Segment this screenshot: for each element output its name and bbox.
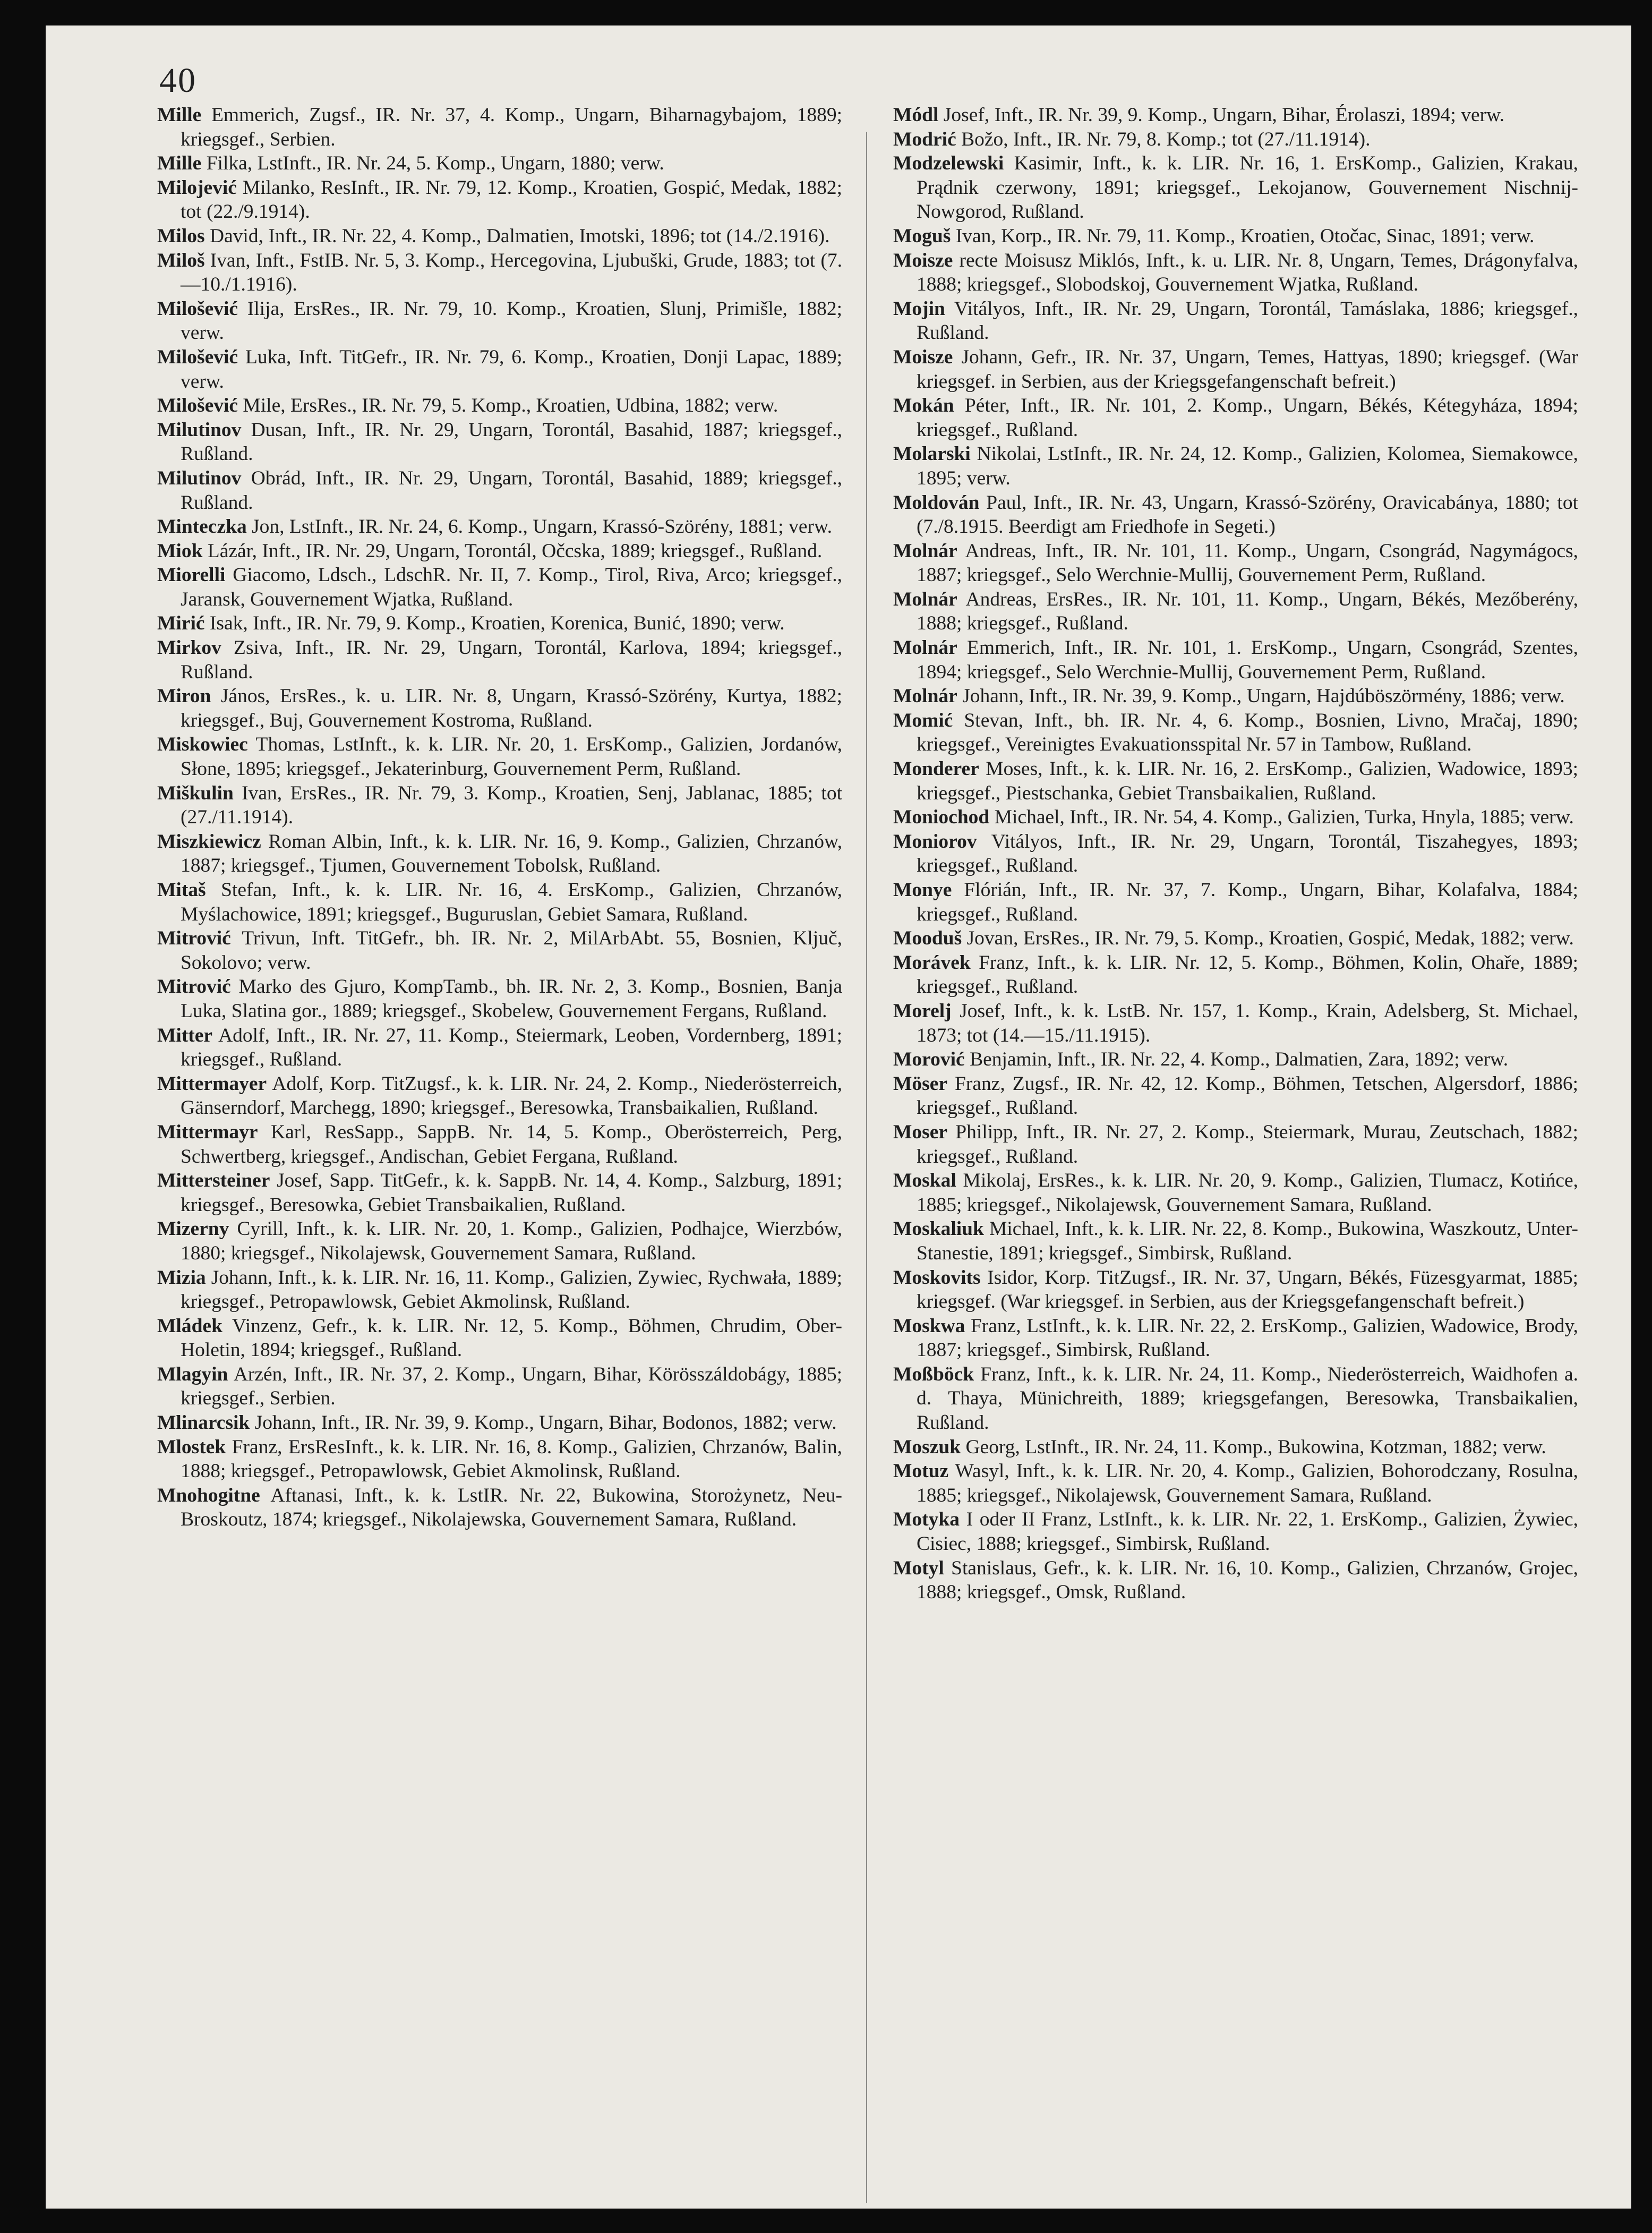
entry-surname: Miškulin <box>157 782 234 804</box>
entry-details: Kasimir, Inft., k. k. LIR. Nr. 16, 1. ErsKomp., Galizien, Krakau, Prądnik czerwony, 1891; kriegsgef., Lekojanow, Gouvernement Nischnij-Nowgorod, Rußland. <box>917 152 1578 223</box>
entry-details: Stevan, Inft., bh. IR. Nr. 4, 6. Komp., Bosnien, Livno, Mračaj, 1890; kriegsgef., Vereinigtes Evakuationsspital Nr. 57 in Tambow, Rußland. <box>917 709 1578 756</box>
left-column <box>157 103 842 1532</box>
entry-details: Vinzenz, Gefr., k. k. LIR. Nr. 12, 5. Komp., Böhmen, Chrudim, Ober-Holetin, 1894; kriegsgef., Rußland. <box>181 1315 842 1361</box>
entry-surname: Miskowiec <box>157 734 248 756</box>
entry-surname: Miron <box>157 685 211 708</box>
entry-surname: Mokán <box>893 395 954 417</box>
entry-details: Zsiva, Inft., IR. Nr. 29, Ungarn, Torontál, Karlova, 1894; kriegsgef., Rußland. <box>181 637 843 683</box>
entry-surname: Molnár <box>893 637 957 659</box>
entry-details: Jovan, ErsRes., IR. Nr. 79, 5. Komp., Kroatien, Gospić, Medak, 1882; verw. <box>966 927 1574 950</box>
entry-surname: Moniochod <box>893 806 990 829</box>
list-entry <box>893 636 1578 684</box>
entry-surname: Miok <box>157 540 203 562</box>
list-entry <box>157 297 842 345</box>
list-entry <box>157 781 842 830</box>
entry-surname: Minteczka <box>157 516 247 538</box>
list-entry <box>893 1266 1578 1314</box>
list-entry <box>157 515 842 539</box>
entry-surname: Mittermayr <box>157 1121 258 1143</box>
entry-surname: Mirkov <box>157 637 221 659</box>
entry-surname: Miszkiewicz <box>157 830 261 853</box>
list-entry <box>893 1047 1578 1072</box>
entry-details: Vitályos, Inft., IR. Nr. 29, Ungarn, Torontál, Tamáslaka, 1886; kriegsgef., Rußland. <box>917 297 1578 344</box>
entry-details: Franz, ErsResInft., k. k. LIR. Nr. 16, 8. Komp., Galizien, Chrzanów, Balin, 1888; kriegsgef., Petropawlowsk, Gebiet Akmolinsk, Rußland. <box>181 1436 843 1482</box>
list-entry <box>893 1362 1578 1435</box>
list-entry <box>157 563 842 611</box>
entry-surname: Moskal <box>893 1170 956 1192</box>
entry-surname: Modzelewski <box>893 152 1004 175</box>
entry-details: Georg, LstInft., IR. Nr. 24, 11. Komp., Bukowina, Kotzman, 1882; verw. <box>965 1436 1546 1458</box>
list-entry <box>893 1217 1578 1265</box>
entry-details: Josef, Inft., k. k. LstB. Nr. 157, 1. Komp., Krain, Adelsberg, St. Michael, 1873; tot (14.—15./11.1915). <box>917 1000 1579 1046</box>
entry-details: Josef, Sapp. TitGefr., k. k. SappB. Nr. 14, 4. Komp., Salzburg, 1891; kriegsgef., Beresowka, Gebiet Transbaikalien, Rußland. <box>181 1170 842 1216</box>
entry-details: Marko des Gjuro, KompTamb., bh. IR. Nr. 2, 3. Komp., Bosnien, Banja Luka, Slatina gor., 1889; kriegsgef., Skobelew, Gouvernement Fergans, Rußland. <box>181 976 842 1022</box>
list-entry <box>893 103 1578 127</box>
entry-details: Giacomo, Ldsch., LdschR. Nr. II, 7. Komp., Tirol, Riva, Arco; kriegsgef., Jaransk, Gouvernement Wjatka, Rußland. <box>181 564 843 610</box>
list-entry <box>893 805 1578 830</box>
entry-surname: Mlinarcsik <box>157 1412 250 1434</box>
list-entry <box>893 539 1578 587</box>
entry-details: Vitályos, Inft., IR. Nr. 29, Ungarn, Torontál, Tiszahegyes, 1893; kriegsgef., Rußland. <box>917 830 1578 877</box>
entry-surname: Moser <box>893 1121 948 1143</box>
entry-surname: Moldován <box>893 491 980 514</box>
entry-surname: Monye <box>893 879 952 901</box>
entry-details: Ivan, ErsRes., IR. Nr. 79, 3. Komp., Kroatien, Senj, Jablanac, 1885; tot (27./11.1914). <box>181 782 842 829</box>
entry-surname: Motyl <box>893 1557 944 1579</box>
entry-surname: Mnohogitne <box>157 1484 260 1506</box>
list-entry <box>157 1120 842 1169</box>
entry-details: Luka, Inft. TitGefr., IR. Nr. 79, 6. Komp., Kroatien, Donji Lapac, 1889; verw. <box>181 346 842 393</box>
list-entry <box>893 709 1578 757</box>
entry-surname: Moisze <box>893 249 953 271</box>
list-entry <box>157 975 842 1023</box>
list-entry <box>893 151 1578 224</box>
entry-details: Franz, Zugsf., IR. Nr. 42, 12. Komp., Böhmen, Tetschen, Algersdorf, 1886; kriegsgef., Rußland. <box>917 1072 1578 1119</box>
page-number: 40 <box>159 61 196 100</box>
document-page <box>46 25 1631 2209</box>
entry-surname: Mizia <box>157 1266 206 1289</box>
entry-surname: Molnár <box>893 540 957 562</box>
list-entry <box>157 1266 842 1314</box>
list-entry <box>157 684 842 732</box>
list-entry <box>157 151 842 176</box>
entry-details: Mile, ErsRes., IR. Nr. 79, 5. Komp., Kroatien, Udbina, 1882; verw. <box>243 395 778 417</box>
list-entry <box>893 1459 1578 1507</box>
entry-surname: Motyka <box>893 1508 960 1531</box>
entry-surname: Milutinov <box>157 467 242 489</box>
entry-surname: Moßböck <box>893 1363 974 1385</box>
list-entry <box>157 732 842 781</box>
list-entry <box>893 1435 1578 1460</box>
entry-details: Isidor, Korp. TitZugsf., IR. Nr. 37, Ungarn, Békés, Füzesgyarmat, 1885; kriegsgef. (War kriegsgef. in Serbien, aus der Kriegsgefangenschaft befreit.) <box>917 1266 1579 1313</box>
entry-surname: Molnár <box>893 588 957 610</box>
entry-surname: Moisze <box>893 346 953 368</box>
entry-details: Ivan, Korp., IR. Nr. 79, 11. Komp., Kroatien, Otočac, Sinac, 1891; verw. <box>955 225 1535 247</box>
entry-details: Ivan, Inft., FstIB. Nr. 5, 3. Komp., Hercegovina, Ljubuški, Grude, 1883; tot (7.—10./1.1916). <box>181 249 842 296</box>
list-entry <box>157 1072 842 1120</box>
list-entry <box>893 830 1578 878</box>
list-entry <box>157 176 842 224</box>
list-entry <box>157 1217 842 1265</box>
entry-surname: Miloš <box>157 249 205 271</box>
entry-details: Johann, Gefr., IR. Nr. 37, Ungarn, Temes, Hattyas, 1890; kriegsgef. (War kriegsgef. in Serbien, aus der Kriegsgefangenschaft befreit.) <box>917 346 1578 393</box>
entry-surname: Mitaš <box>157 879 206 901</box>
list-entry <box>893 1556 1578 1605</box>
entry-details: Andreas, Inft., IR. Nr. 101, 11. Komp., Ungarn, Csongrád, Nagymágocs, 1887; kriegsgef., Selo Werchnie-Mullij, Gouvernement Perm, Rußland. <box>917 540 1578 586</box>
entry-details: Roman Albin, Inft., k. k. LIR. Nr. 16, 9. Komp., Galizien, Chrzanów, 1887; kriegsgef., Tjumen, Gouvernement Tobolsk, Rußland. <box>181 830 843 877</box>
list-entry <box>157 345 842 394</box>
list-entry <box>893 297 1578 345</box>
entry-surname: Milošević <box>157 346 238 368</box>
entry-surname: Mizerny <box>157 1218 229 1240</box>
list-entry <box>157 926 842 975</box>
list-entry <box>157 466 842 515</box>
entry-details: Emmerich, Zugsf., IR. Nr. 37, 4. Komp., Ungarn, Biharnagybajom, 1889; kriegsgef., Serbien. <box>181 104 843 150</box>
list-entry <box>157 611 842 636</box>
list-entry <box>157 418 842 466</box>
entry-surname: Milutinov <box>157 419 242 441</box>
entry-surname: Moguš <box>893 225 951 247</box>
entry-surname: Moskaliuk <box>893 1218 984 1240</box>
entry-details: Michael, Inft., IR. Nr. 54, 4. Komp., Galizien, Turka, Hnyla, 1885; verw. <box>994 806 1574 829</box>
entry-details: Jon, LstInft., IR. Nr. 24, 6. Komp., Ungarn, Krassó-Szörény, 1881; verw. <box>252 516 832 538</box>
list-entry <box>893 1314 1578 1362</box>
entry-details: Obrád, Inft., IR. Nr. 29, Ungarn, Torontál, Basahid, 1889; kriegsgef., Rußland. <box>181 467 842 514</box>
entry-details: Stanislaus, Gefr., k. k. LIR. Nr. 16, 10. Komp., Galizien, Chrzanów, Grojec, 1888; kriegsgef., Omsk, Rußland. <box>917 1557 1579 1604</box>
entry-details: Moses, Inft., k. k. LIR. Nr. 16, 2. ErsKomp., Galizien, Wadowice, 1893; kriegsgef., Piestschanka, Gebiet Transbaikalien, Rußland. <box>917 758 1578 804</box>
entry-surname: Moniorov <box>893 830 977 853</box>
entry-details: Franz, LstInft., k. k. LIR. Nr. 22, 2. ErsKomp., Galizien, Wadowice, Brody, 1887; kriegsgef., Simbirsk, Rußland. <box>917 1315 1579 1361</box>
list-entry <box>157 249 842 297</box>
entry-details: Philipp, Inft., IR. Nr. 27, 2. Komp., Steiermark, Murau, Zeutschach, 1882; kriegsgef., Rußland. <box>917 1121 1579 1167</box>
list-entry <box>893 1120 1578 1169</box>
list-entry <box>157 1411 842 1435</box>
entry-surname: Morelj <box>893 1000 952 1022</box>
entry-details: Adolf, Korp. TitZugsf., k. k. LIR. Nr. 24, 2. Komp., Niederösterreich, Gänserndorf, Marchegg, 1890; kriegsgef., Beresowka, Transbaikalien, Rußland. <box>181 1072 842 1119</box>
list-entry <box>893 878 1578 926</box>
entry-details: Trivun, Inft. TitGefr., bh. IR. Nr. 2, MilArbAbt. 55, Bosnien, Ključ, Sokolovo; verw. <box>181 927 842 974</box>
list-entry <box>157 1024 842 1072</box>
entry-surname: Mládek <box>157 1315 222 1337</box>
entry-surname: Milojević <box>157 176 237 199</box>
entry-details: Josef, Inft., IR. Nr. 39, 9. Komp., Ungarn, Bihar, Érolaszi, 1894; verw. <box>943 104 1505 126</box>
entry-details: Arzén, Inft., IR. Nr. 37, 2. Komp., Ungarn, Bihar, Körösszáldobágy, 1885; kriegsgef., Serbien. <box>181 1363 842 1410</box>
entry-details: Franz, Inft., k. k. LIR. Nr. 24, 11. Komp., Niederösterreich, Waidhofen a. d. Thaya, Münichreith, 1889; kriegsgefangen, Beresowka, Transbaikalien, Rußland. <box>917 1363 1578 1434</box>
list-entry <box>157 103 842 151</box>
entry-surname: Mlostek <box>157 1436 226 1458</box>
entry-details: Karl, ResSapp., SappB. Nr. 14, 5. Komp., Oberösterreich, Perg, Schwertberg, kriegsgef., Andischan, Gebiet Fergana, Rußland. <box>181 1121 842 1167</box>
entry-surname: Mitrović <box>157 927 231 950</box>
entry-details: Isak, Inft., IR. Nr. 79, 9. Komp., Kroatien, Korenica, Bunić, 1890; verw. <box>209 612 785 635</box>
entry-surname: Milos <box>157 225 205 247</box>
entry-details: Wasyl, Inft., k. k. LIR. Nr. 20, 4. Komp., Galizien, Bohorodczany, Rosulna, 1885; kriegsgef., Nikolajewsk, Gouvernement Samara, Rußland. <box>917 1460 1578 1506</box>
list-entry <box>157 636 842 684</box>
list-entry <box>157 394 842 418</box>
entry-surname: Momić <box>893 709 953 731</box>
entry-surname: Molnár <box>893 685 957 708</box>
entry-details: János, ErsRes., k. u. LIR. Nr. 8, Ungarn, Krassó-Szörény, Kurtya, 1882; kriegsgef., Buj, Gouvernement Kostroma, Rußland. <box>181 685 843 731</box>
entry-details: David, Inft., IR. Nr. 22, 4. Komp., Dalmatien, Imotski, 1896; tot (14./2.1916). <box>209 225 830 247</box>
list-entry <box>157 878 842 926</box>
entry-surname: Milošević <box>157 297 238 320</box>
entry-details: Johann, Inft., IR. Nr. 39, 9. Komp., Ungarn, Hajdúböszörmény, 1886; verw. <box>962 685 1565 708</box>
entry-details: Božo, Inft., IR. Nr. 79, 8. Komp.; tot (27./11.1914). <box>961 128 1371 150</box>
entry-details: Nikolai, LstInft., IR. Nr. 24, 12. Komp., Galizien, Kolomea, Siemakowce, 1895; verw. <box>917 443 1579 489</box>
list-entry <box>157 1169 842 1217</box>
entry-surname: Mirić <box>157 612 205 635</box>
entry-details: Franz, Inft., k. k. LIR. Nr. 12, 5. Komp., Böhmen, Kolin, Ohaře, 1889; kriegsgef., Rußland. <box>917 951 1579 998</box>
list-entry <box>893 249 1578 297</box>
column-divider <box>866 132 867 2203</box>
list-entry <box>893 1169 1578 1217</box>
list-entry <box>893 684 1578 709</box>
list-entry <box>157 224 842 249</box>
list-entry <box>893 442 1578 490</box>
entry-surname: Mille <box>157 104 202 126</box>
list-entry <box>893 926 1578 951</box>
entry-surname: Módl <box>893 104 939 126</box>
entry-details: Lázár, Inft., IR. Nr. 29, Ungarn, Torontál, Očcska, 1889; kriegsgef., Rußland. <box>207 540 823 562</box>
list-entry <box>893 1072 1578 1120</box>
entry-surname: Monderer <box>893 758 979 780</box>
entry-details: Michael, Inft., k. k. LIR. Nr. 22, 8. Komp., Bukowina, Waszkoutz, Unter-Stanestie, 1891; kriegsgef., Simbirsk, Rußland. <box>917 1218 1579 1264</box>
entry-details: Flórián, Inft., IR. Nr. 37, 7. Komp., Ungarn, Bihar, Kolafalva, 1884; kriegsgef., Rußland. <box>917 879 1578 925</box>
entry-details: Thomas, LstInft., k. k. LIR. Nr. 20, 1. ErsKomp., Galizien, Jordanów, Słone, 1895; kriegsgef., Jekaterinburg, Gouvernement Perm, Rußland. <box>181 734 842 780</box>
entry-details: Dusan, Inft., IR. Nr. 29, Ungarn, Torontál, Basahid, 1887; kriegsgef., Rußland. <box>181 419 843 465</box>
entry-surname: Motuz <box>893 1460 949 1482</box>
list-entry <box>893 757 1578 805</box>
list-entry <box>157 830 842 878</box>
entry-details: Cyrill, Inft., k. k. LIR. Nr. 20, 1. Komp., Galizien, Podhajce, Wierzbów, 1880; kriegsgef., Nikolajewsk, Gouvernement Samara, Rußland. <box>181 1218 843 1264</box>
list-entry <box>893 999 1578 1047</box>
entry-surname: Mittersteiner <box>157 1170 270 1192</box>
entry-surname: Moskwa <box>893 1315 965 1337</box>
entry-surname: Molarski <box>893 443 971 465</box>
entry-details: Milanko, ResInft., IR. Nr. 79, 12. Komp., Kroatien, Gospić, Medak, 1882; tot (22./9.1914). <box>181 176 843 223</box>
entry-details: Ilija, ErsRes., IR. Nr. 79, 10. Komp., Kroatien, Slunj, Primišle, 1882; verw. <box>181 297 842 344</box>
entry-details: Benjamin, Inft., IR. Nr. 22, 4. Komp., Dalmatien, Zara, 1892; verw. <box>970 1049 1509 1071</box>
list-entry <box>893 224 1578 249</box>
entry-surname: Milošević <box>157 395 238 417</box>
entry-surname: Mittermayer <box>157 1072 267 1095</box>
entry-surname: Mlagyin <box>157 1363 228 1385</box>
list-entry <box>893 587 1578 636</box>
list-entry <box>893 491 1578 539</box>
right-column <box>893 103 1578 1605</box>
entry-details: recte Moisusz Miklós, Inft., k. u. LIR. Nr. 8, Ungarn, Temes, Drágonyfalva, 1888; kriegsgef., Slobodskoj, Gouvernement Wjatka, Rußland. <box>917 249 1579 296</box>
entry-details: Stefan, Inft., k. k. LIR. Nr. 16, 4. ErsKomp., Galizien, Chrzanów, Myślachowice, 1891; kriegsgef., Buguruslan, Gebiet Samara, Rußland. <box>181 879 843 925</box>
entry-surname: Morović <box>893 1049 965 1071</box>
list-entry <box>157 1484 842 1532</box>
list-entry <box>157 1435 842 1484</box>
entry-surname: Mitter <box>157 1024 213 1046</box>
entry-surname: Mooduš <box>893 927 962 950</box>
entry-details: Johann, Inft., k. k. LIR. Nr. 16, 11. Komp., Galizien, Zywiec, Rychwała, 1889; kriegsgef., Petropawlowsk, Gebiet Akmolinsk, Rußland. <box>181 1266 843 1313</box>
entry-details: Aftanasi, Inft., k. k. LstIR. Nr. 22, Bukowina, Storożynetz, Neu-Broskoutz, 1874; kriegsgef., Nikolajewska, Gouvernement Samara, Rußland. <box>181 1484 842 1531</box>
entry-surname: Mitrović <box>157 976 231 998</box>
entry-surname: Möser <box>893 1072 948 1095</box>
entry-surname: Moszuk <box>893 1436 961 1458</box>
entry-details: Emmerich, Inft., IR. Nr. 101, 1. ErsKomp., Ungarn, Csongrád, Szentes, 1894; kriegsgef., Selo Werchnie-Mullij, Gouvernement Perm, Rußland. <box>917 637 1578 683</box>
list-entry <box>893 394 1578 442</box>
entry-details: Adolf, Inft., IR. Nr. 27, 11. Komp., Steiermark, Leoben, Vordernberg, 1891; kriegsgef., Rußland. <box>181 1024 842 1071</box>
entry-surname: Moskovits <box>893 1266 981 1289</box>
entry-details: Filka, LstInft., IR. Nr. 24, 5. Komp., Ungarn, 1880; verw. <box>206 152 664 175</box>
list-entry <box>157 1362 842 1411</box>
list-entry <box>893 127 1578 152</box>
entry-details: Paul, Inft., IR. Nr. 43, Ungarn, Krassó-Szörény, Oravicabánya, 1880; tot (7./8.1915. Beerdigt am Friedhofe in Segeti.) <box>917 491 1579 538</box>
list-entry <box>157 539 842 564</box>
entry-details: Andreas, ErsRes., IR. Nr. 101, 11. Komp., Ungarn, Békés, Mezőberény, 1888; kriegsgef., Rußland. <box>917 588 1578 635</box>
list-entry <box>893 951 1578 999</box>
entry-surname: Modrić <box>893 128 956 150</box>
list-entry <box>893 1507 1578 1556</box>
list-entry <box>893 345 1578 394</box>
entry-details: Johann, Inft., IR. Nr. 39, 9. Komp., Ungarn, Bihar, Bodonos, 1882; verw. <box>254 1412 837 1434</box>
entry-surname: Mojin <box>893 297 945 320</box>
entry-surname: Morávek <box>893 951 971 974</box>
entry-surname: Miorelli <box>157 564 226 586</box>
entry-details: Mikolaj, ErsRes., k. k. LIR. Nr. 20, 9. Komp., Galizien, Tlumacz, Kotińce, 1885; kriegsgef., Nikolajewsk, Gouvernement Samara, Rußland. <box>917 1170 1578 1216</box>
entry-details: I oder II Franz, LstInft., k. k. LIR. Nr. 22, 1. ErsKomp., Galizien, Żywiec, Cisiec, 1888; kriegsgef., Simbirsk, Rußland. <box>917 1508 1578 1555</box>
entry-surname: Mille <box>157 152 202 175</box>
list-entry <box>157 1314 842 1362</box>
entry-details: Péter, Inft., IR. Nr. 101, 2. Komp., Ungarn, Békés, Kétegyháza, 1894; kriegsgef., Rußland. <box>917 395 1579 441</box>
